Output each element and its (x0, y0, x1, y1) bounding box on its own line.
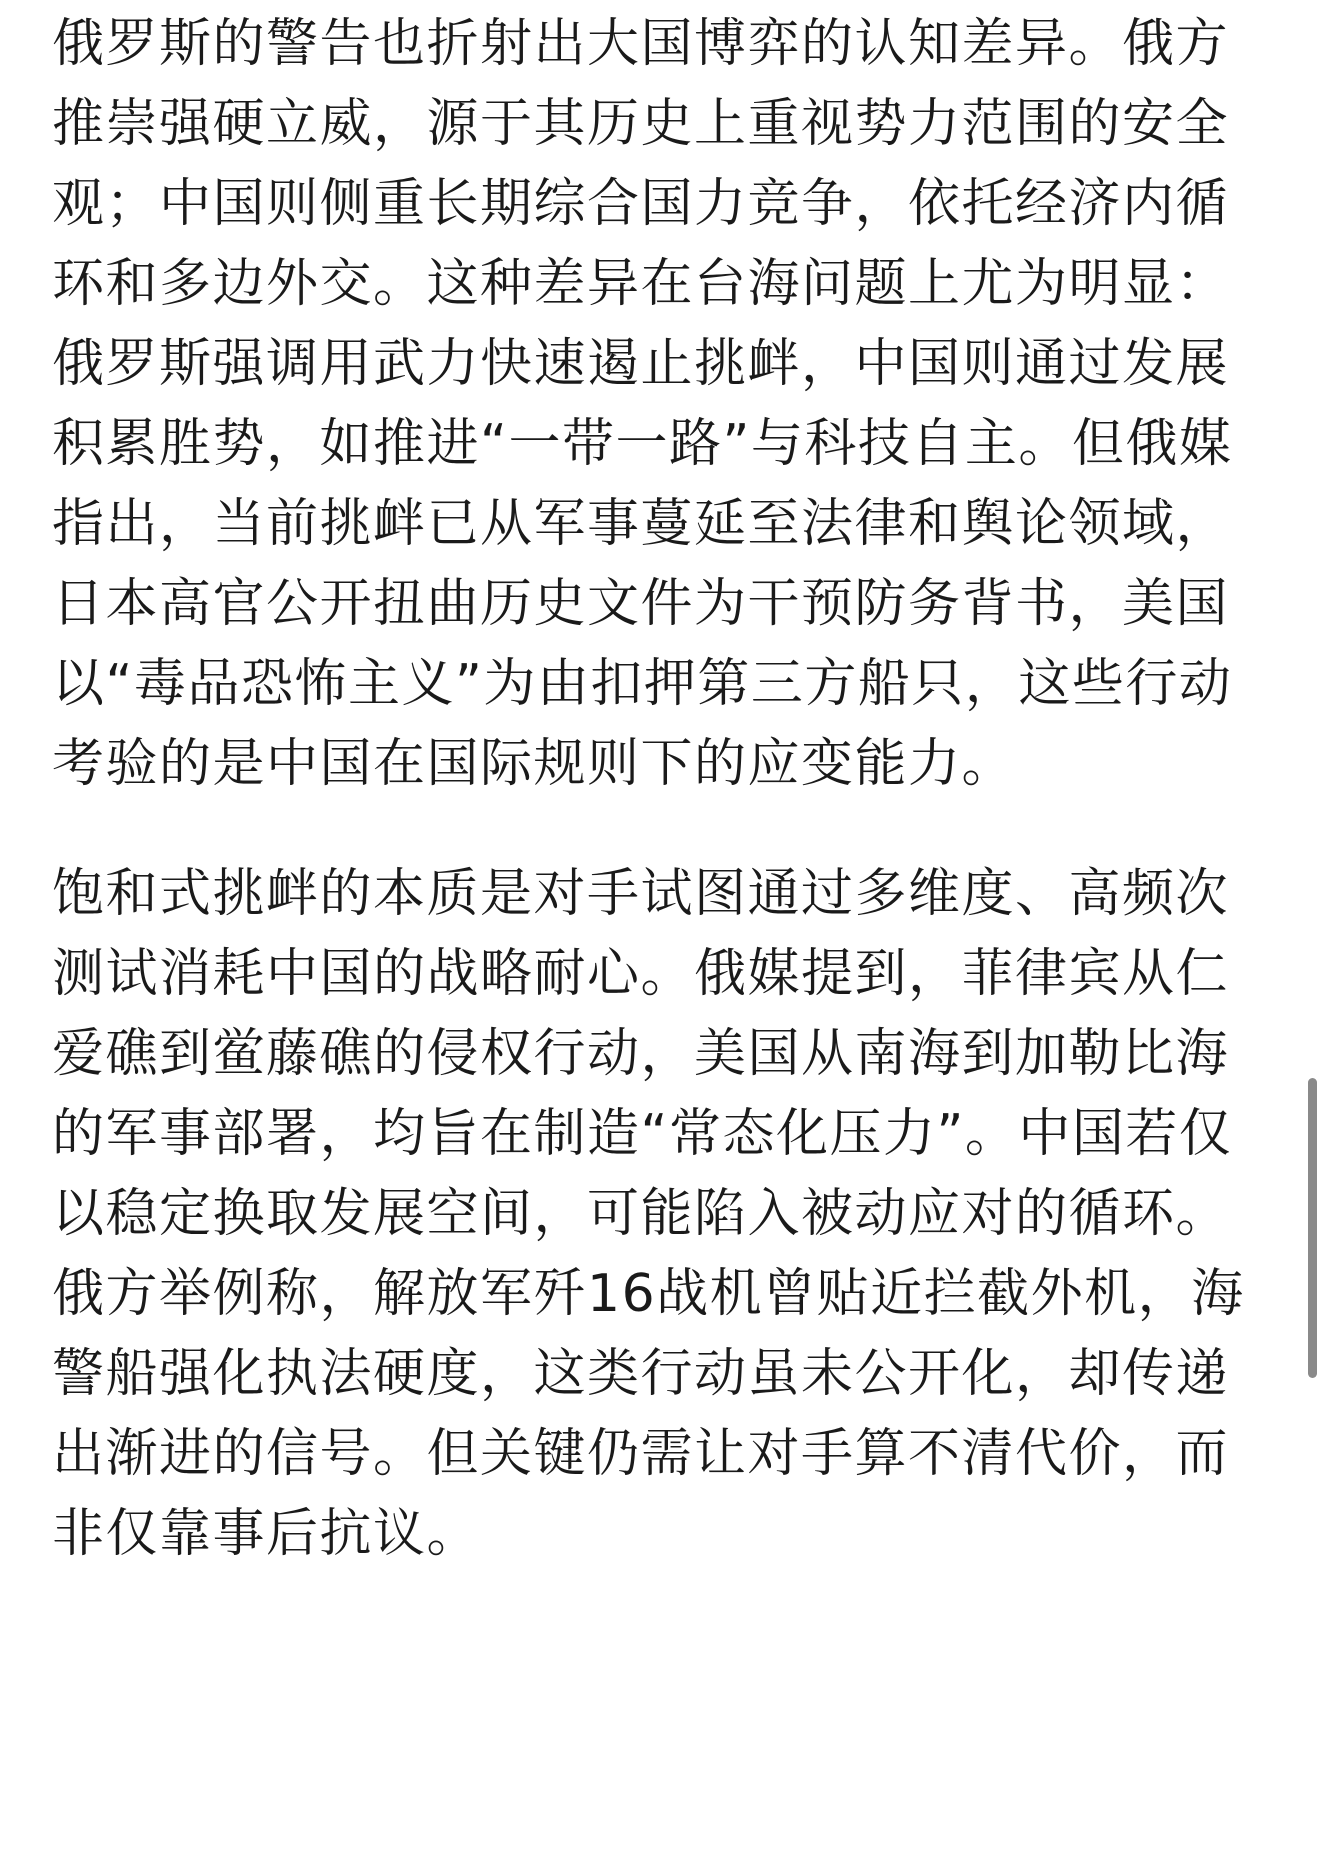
text-line: 爱礁到鲎藤礁的侵权行动，美国从南海到加勒比海 (52, 1024, 1230, 1084)
text-line: 以稳定换取发展空间，可能陷入被动应对的循环。 (52, 1184, 1230, 1244)
text-line: 指出，当前挑衅已从军事蔓延至法律和舆论领域， (52, 494, 1230, 554)
text-line: 考验的是中国在国际规则下的应变能力。 (52, 734, 1016, 794)
vertical-scrollbar[interactable] (1304, 0, 1320, 1857)
text-line: 环和多边外交。这种差异在台海问题上尤为明显： (52, 254, 1230, 314)
text-line: 非仅靠事后抗议。 (52, 1504, 481, 1564)
scrollbar-thumb[interactable] (1308, 1078, 1317, 1378)
text-line: 饱和式挑衅的本质是对手试图通过多维度、高频次 (52, 864, 1230, 924)
text-line: 日本高官公开扭曲历史文件为干预防务背书，美国 (52, 574, 1230, 634)
text-line: 俄罗斯的警告也折射出大国博弈的认知差异。俄方 (52, 14, 1230, 74)
text-line: 推崇强硬立威，源于其历史上重视势力范围的安全 (52, 94, 1230, 154)
paragraph (52, 0, 1284, 804)
text-line: 观；中国则侧重长期综合国力竞争，依托经济内循 (52, 174, 1230, 234)
text-line: 的军事部署，均旨在制造“常态化压力”。中国若仅 (52, 1104, 1233, 1164)
text-line: 警船强化执法硬度，这类行动虽未公开化，却传递 (52, 1344, 1230, 1404)
text-line: 俄方举例称，解放军歼16战机曾贴近拦截外机，海 (52, 1264, 1245, 1324)
text-line: 积累胜势，如推进“一带一路”与科技自主。但俄媒 (52, 414, 1233, 474)
text-line: 俄罗斯强调用武力快速遏止挑衅，中国则通过发展 (52, 334, 1230, 394)
paragraph (52, 854, 1284, 1574)
text-line: 以“毒品恐怖主义”为由扣押第三方船只，这些行动 (52, 654, 1233, 714)
text-line: 测试消耗中国的战略耐心。俄媒提到，菲律宾从仁 (52, 944, 1230, 1004)
article-body (52, 0, 1284, 1574)
text-line: 出渐进的信号。但关键仍需让对手算不清代价，而 (52, 1424, 1230, 1484)
